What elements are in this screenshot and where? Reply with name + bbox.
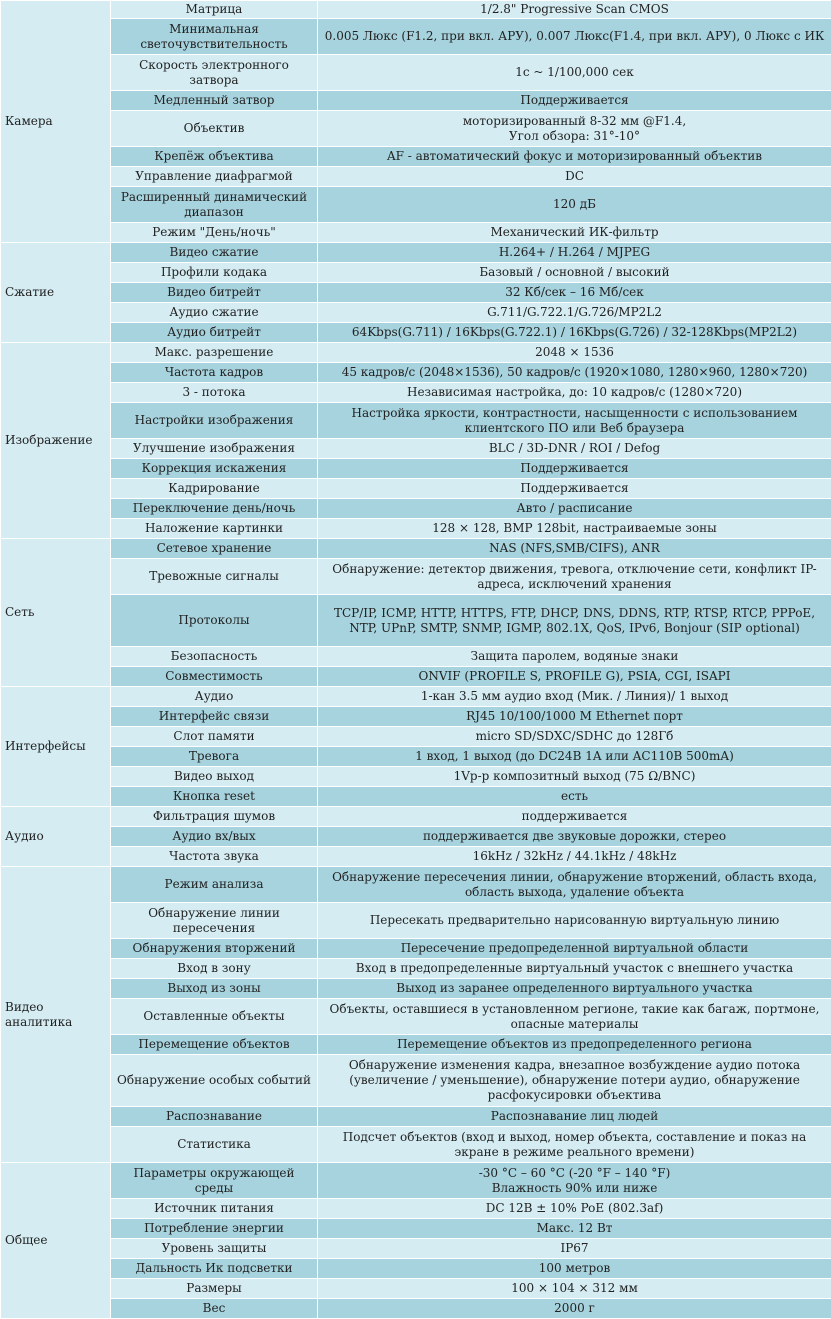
spec-value: 1/2.8" Progressive Scan CMOS <box>318 1 831 19</box>
spec-value: Обнаружение пересечения линии, обнаружение вторжений, область входа, область выхода, удаление объекта <box>318 867 831 903</box>
spec-value: Защита паролем, водяные знаки <box>318 647 831 667</box>
spec-label: Кнопка reset <box>111 787 318 807</box>
spec-row <box>1 1219 831 1239</box>
spec-row <box>1 867 831 903</box>
spec-row <box>1 283 831 303</box>
spec-row <box>1 1127 831 1163</box>
spec-row <box>1 999 831 1035</box>
spec-value: DC 12В ± 10% PoE (802.3af) <box>318 1199 831 1219</box>
spec-value: Выход из заранее определенного виртуального участка <box>318 979 831 999</box>
spec-row <box>1 939 831 959</box>
spec-label: Сетевое хранение <box>111 539 318 559</box>
spec-row <box>1 1107 831 1127</box>
spec-value: 16kHz / 32kHz / 44.1kHz / 48kHz <box>318 847 831 867</box>
spec-row <box>1 223 831 243</box>
spec-value: -30 °C – 60 °C (-20 °F – 140 °F) Влажность 90% или ниже <box>318 1163 831 1199</box>
spec-label: Аудио битрейт <box>111 323 318 343</box>
spec-row <box>1 539 831 559</box>
spec-value: 120 дБ <box>318 187 831 223</box>
spec-label: Перемещение объектов <box>111 1035 318 1055</box>
spec-label: Уровень защиты <box>111 1239 318 1259</box>
spec-value: Распознавание лиц людей <box>318 1107 831 1127</box>
spec-row <box>1 147 831 167</box>
spec-label: Настройки изображения <box>111 403 318 439</box>
spec-row <box>1 687 831 707</box>
spec-value: IP67 <box>318 1239 831 1259</box>
spec-row <box>1 1 831 19</box>
spec-row <box>1 807 831 827</box>
spec-value: 45 кадров/с (2048×1536), 50 кадров/с (1920×1080, 1280×960, 1280×720) <box>318 363 831 383</box>
spec-label: Частота звука <box>111 847 318 867</box>
spec-row <box>1 479 831 499</box>
spec-row <box>1 111 831 147</box>
spec-label: Параметры окружающей среды <box>111 1163 318 1199</box>
spec-label: Объектив <box>111 111 318 147</box>
spec-row <box>1 343 831 363</box>
spec-label: Режим "День/ночь" <box>111 223 318 243</box>
section-name: Сеть <box>1 539 111 687</box>
spec-value: Поддерживается <box>318 91 831 111</box>
spec-value: Обнаружение: детектор движения, тревога, отключение сети, конфликт IP-адреса, исключений хранения <box>318 559 831 595</box>
spec-value: Настройка яркости, контрастности, насыщенности с использованием клиентского ПО или Веб браузера <box>318 403 831 439</box>
spec-value: H.264+ / H.264 / MJPEG <box>318 243 831 263</box>
spec-row <box>1 1055 831 1107</box>
spec-row <box>1 847 831 867</box>
spec-row <box>1 263 831 283</box>
spec-label: Скорость электронного затвора <box>111 55 318 91</box>
spec-row <box>1 1279 831 1299</box>
spec-row <box>1 187 831 223</box>
spec-value: Механический ИК-фильтр <box>318 223 831 243</box>
spec-label: Аудио <box>111 687 318 707</box>
spec-value: Независимая настройка, до: 10 кадров/с (1280×720) <box>318 383 831 403</box>
spec-value: 100 × 104 × 312 мм <box>318 1279 831 1299</box>
spec-row <box>1 1259 831 1279</box>
spec-value: RJ45 10/100/1000 M Ethernet порт <box>318 707 831 727</box>
spec-row <box>1 979 831 999</box>
spec-label: Совместимость <box>111 667 318 687</box>
spec-label: Тревога <box>111 747 318 767</box>
spec-row <box>1 903 831 939</box>
spec-label: Частота кадров <box>111 363 318 383</box>
spec-value: BLC / 3D-DNR / ROI / Defog <box>318 439 831 459</box>
section-name: Сжатие <box>1 243 111 343</box>
spec-row <box>1 787 831 807</box>
spec-row <box>1 1299 831 1319</box>
section-name: Видео аналитика <box>1 867 111 1163</box>
spec-value: моторизированный 8-32 мм @F1.4, Угол обзора: 31°-10° <box>318 111 831 147</box>
spec-row <box>1 1239 831 1259</box>
spec-value: 32 Кб/сек – 16 Мб/сек <box>318 283 831 303</box>
spec-value: AF - автоматический фокус и моторизированный объектив <box>318 147 831 167</box>
spec-value: DC <box>318 167 831 187</box>
spec-label: Безопасность <box>111 647 318 667</box>
spec-label: 3 - потока <box>111 383 318 403</box>
spec-row <box>1 55 831 91</box>
spec-row <box>1 519 831 539</box>
section-name: Изображение <box>1 343 111 539</box>
spec-label: Фильтрация шумов <box>111 807 318 827</box>
spec-value: поддерживается две звуковые дорожки, стерео <box>318 827 831 847</box>
spec-label: Вход в зону <box>111 959 318 979</box>
spec-value: Обнаружение изменения кадра, внезапное возбуждение аудио потока (увеличение / уменьшение), обнаружение потери аудио, обнаружение расфокусировки объектива <box>318 1055 831 1107</box>
spec-row <box>1 499 831 519</box>
spec-row <box>1 19 831 55</box>
spec-label: Дальность Ик подсветки <box>111 1259 318 1279</box>
spec-value: Подсчет объектов (вход и выход, номер объекта, составление и показ на экране в режиме реального времени) <box>318 1127 831 1163</box>
spec-value: 1Vp-p композитный выход (75 Ω/BNC) <box>318 767 831 787</box>
spec-label: Протоколы <box>111 595 318 647</box>
spec-label: Крепёж объектива <box>111 147 318 167</box>
spec-label: Обнаружение особых событий <box>111 1055 318 1107</box>
spec-row <box>1 363 831 383</box>
spec-label: Аудио вх/вых <box>111 827 318 847</box>
spec-row <box>1 91 831 111</box>
spec-label: Обнаружение линии пересечения <box>111 903 318 939</box>
spec-row <box>1 959 831 979</box>
spec-row <box>1 1199 831 1219</box>
spec-row <box>1 595 831 647</box>
spec-value: 128 × 128, BMP 128bit, настраиваемые зоны <box>318 519 831 539</box>
spec-label: Вес <box>111 1299 318 1319</box>
spec-value: 0.005 Люкс (F1.2, при вкл. АРУ), 0.007 Люкс(F1.4, при вкл. АРУ), 0 Люкс с ИК <box>318 19 831 55</box>
spec-row <box>1 707 831 727</box>
spec-label: Медленный затвор <box>111 91 318 111</box>
spec-value: Макс. 12 Вт <box>318 1219 831 1239</box>
spec-value: Объекты, оставшиеся в установленном регионе, такие как багаж, портмоне, опасные материалы <box>318 999 831 1035</box>
spec-value: Поддерживается <box>318 459 831 479</box>
spec-row <box>1 1163 831 1199</box>
spec-label: Управление диафрагмой <box>111 167 318 187</box>
spec-row <box>1 1035 831 1055</box>
spec-label: Источник питания <box>111 1199 318 1219</box>
spec-row <box>1 727 831 747</box>
spec-label: Наложение картинки <box>111 519 318 539</box>
spec-label: Оставленные объекты <box>111 999 318 1035</box>
spec-row <box>1 303 831 323</box>
spec-value: Вход в предопределенные виртуальный участок с внешнего участка <box>318 959 831 979</box>
spec-row <box>1 827 831 847</box>
spec-row <box>1 647 831 667</box>
spec-label: Выход из зоны <box>111 979 318 999</box>
spec-row <box>1 439 831 459</box>
spec-label: Распознавание <box>111 1107 318 1127</box>
spec-value: 2048 × 1536 <box>318 343 831 363</box>
spec-row <box>1 459 831 479</box>
spec-row <box>1 403 831 439</box>
spec-value: Поддерживается <box>318 479 831 499</box>
spec-row <box>1 243 831 263</box>
spec-label: Тревожные сигналы <box>111 559 318 595</box>
spec-label: Видео выход <box>111 767 318 787</box>
spec-row <box>1 747 831 767</box>
spec-label: Слот памяти <box>111 727 318 747</box>
spec-label: Кадрирование <box>111 479 318 499</box>
spec-label: Потребление энергии <box>111 1219 318 1239</box>
spec-row <box>1 323 831 343</box>
spec-value: Авто / расписание <box>318 499 831 519</box>
spec-label: Обнаружения вторжений <box>111 939 318 959</box>
spec-label: Расширенный динамический диапазон <box>111 187 318 223</box>
spec-value: Пересечение предопределенной виртуальной области <box>318 939 831 959</box>
spec-value: 64Kbps(G.711) / 16Kbps(G.722.1) / 16Kbps(G.726) / 32-128Kbps(MP2L2) <box>318 323 831 343</box>
section-name: Аудио <box>1 807 111 867</box>
spec-value: есть <box>318 787 831 807</box>
spec-value: ONVIF (PROFILE S, PROFILE G), PSIA, CGI, ISAPI <box>318 667 831 687</box>
spec-value: TCP/IP, ICMP, HTTP, HTTPS, FTP, DHCP, DNS, DDNS, RTP, RTSP, RTCP, PPPoE, NTP, UPnP, SMTP, SNMP, IGMP, 802.1X, QoS, IPv6, Bonjour (SIP optional) <box>318 595 831 647</box>
spec-label: Размеры <box>111 1279 318 1299</box>
spec-value: NAS (NFS,SMB/CIFS), ANR <box>318 539 831 559</box>
spec-table-body <box>1 1 831 1319</box>
spec-label: Матрица <box>111 1 318 19</box>
spec-value: 1 вход, 1 выход (до DC24B 1A или AC110B 500mA) <box>318 747 831 767</box>
spec-label: Улучшение изображения <box>111 439 318 459</box>
spec-label: Коррекция искажения <box>111 459 318 479</box>
spec-value: G.711/G.722.1/G.726/MP2L2 <box>318 303 831 323</box>
spec-row <box>1 383 831 403</box>
spec-value: 2000 г <box>318 1299 831 1319</box>
spec-label: Макс. разрешение <box>111 343 318 363</box>
spec-value: Перемещение объектов из предопределенного региона <box>318 1035 831 1055</box>
spec-label: Статистика <box>111 1127 318 1163</box>
spec-value: 1с ~ 1/100,000 сек <box>318 55 831 91</box>
spec-label: Минимальная светочувствительность <box>111 19 318 55</box>
spec-label: Видео битрейт <box>111 283 318 303</box>
section-name: Интерфейсы <box>1 687 111 807</box>
spec-value: Пересекать предварительно нарисованную виртуальную линию <box>318 903 831 939</box>
spec-row <box>1 167 831 187</box>
spec-value: 1-кан 3.5 мм аудио вход (Мик. / Линия)/ 1 выход <box>318 687 831 707</box>
spec-value: Базовый / основной / высокий <box>318 263 831 283</box>
spec-row <box>1 559 831 595</box>
section-name: Камера <box>1 1 111 243</box>
spec-label: Видео сжатие <box>111 243 318 263</box>
spec-label: Интерфейс связи <box>111 707 318 727</box>
spec-label: Профили кодака <box>111 263 318 283</box>
spec-value: 100 метров <box>318 1259 831 1279</box>
spec-row <box>1 767 831 787</box>
section-name: Общее <box>1 1163 111 1319</box>
spec-value: micro SD/SDXC/SDHC до 128Гб <box>318 727 831 747</box>
spec-label: Аудио сжатие <box>111 303 318 323</box>
spec-row <box>1 667 831 687</box>
spec-label: Режим анализа <box>111 867 318 903</box>
spec-value: поддерживается <box>318 807 831 827</box>
spec-label: Переключение день/ночь <box>111 499 318 519</box>
